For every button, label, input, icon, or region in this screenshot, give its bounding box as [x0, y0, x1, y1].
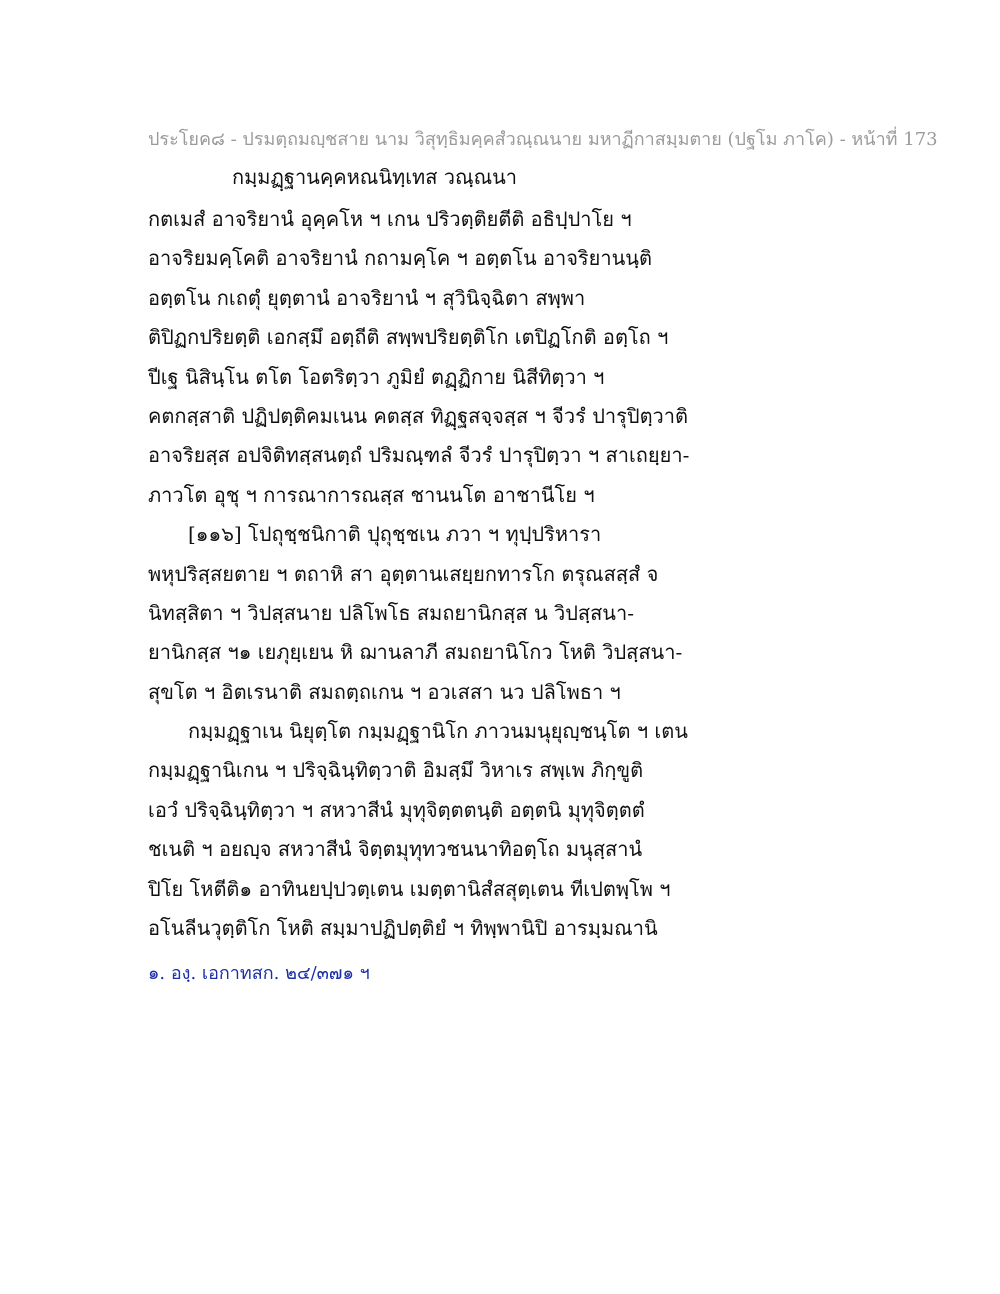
- footnote: ๑. องฺ. เอกาทสก. ๒๔/๓๗๑ ฯ: [148, 963, 370, 984]
- text-line: ยานิกสฺส ฯ๑ เยภุยฺเยน หิ ฌานลาภี สมถยานิโกว โหติ วิปสฺสนา-: [148, 640, 683, 665]
- paragraph-start-line: กมฺมฏฺฐาเน นิยุตฺโต กมฺมฏฺฐานิโก ภาวนมนุยุญฺชนฺโต ฯ เตน: [188, 719, 688, 744]
- text-line: เอวํ ปริจฺฉินฺทิตฺวา ฯ สหวาสีนํ มุทุจิตฺตตนฺติ อตฺตนิ มุทุจิตฺตตํ: [148, 797, 645, 822]
- text-line: คตกสฺสาติ ปฏิปตฺติคมเนน คตสฺส ทิฏฺฐสจฺจสฺส ฯ จีวรํ ปารุปิตฺวาติ: [148, 403, 688, 428]
- page-header: ประโยค๘ - ปรมตฺถมญฺชสาย นาม วิสุทฺธิมคฺคสํวณฺณนาย มหาฏีกาสมฺมตาย (ปฐโม ภาโค) - หน้าที่ 173: [148, 129, 938, 150]
- text-line: นิทสฺสิตา ฯ วิปสฺสนาย ปลิโพโธ สมถยานิกสฺส น วิปสฺสนา-: [148, 600, 634, 625]
- text-line: พหุปริสฺสยตาย ฯ ตถาหิ สา อุตฺตานเสยฺยกทารโก ตรุณสสฺสํ จ: [148, 561, 659, 586]
- text-line: อตฺตโน กเถตุํ ยุตฺตานํ อาจริยานํ ฯ สุวินิจฺฉิตา สพฺพา: [148, 285, 586, 310]
- text-line: ภาวโต อุชุ ฯ การณาการณสฺส ชานนโต อาชานีโย ฯ: [148, 482, 595, 507]
- text-line: อโนลีนวุตฺติโก โหติ สมฺมาปฏิปตฺติยํ ฯ ทิพฺพานิปิ อารมฺมณานิ: [148, 916, 658, 941]
- text-line: กตเมสํ อาจริยานํ อุคฺคโห ฯ เกน ปริวตฺติยตีติ อธิปฺปาโย ฯ: [148, 207, 632, 231]
- text-line: ปีเฐ นิสินฺโน ตโต โอตริตฺวา ภูมิยํ ตฏฺฏิกาย นิสีทิตฺวา ฯ: [148, 364, 605, 389]
- text-line: อาจริยมคฺโคติ อาจริยานํ กถามคฺโค ฯ อตฺตโน อาจริยานนฺติ: [148, 246, 652, 271]
- text-line: ชเนติ ฯ อยญฺจ สหวาสีนํ จิตฺตมุทุทวชนนาทิอตฺโถ มนุสฺสานํ: [148, 837, 643, 862]
- paragraph-start-line: [๑๑๖] โปถุชฺชนิกาติ ปุถุชฺชเน ภวา ฯ ทุปฺปริหารา: [188, 522, 602, 547]
- text-line: สุขโต ฯ อิตเรนาติ สมถตฺถเกน ฯ อวเสสา นว ปลิโพธา ฯ: [148, 679, 621, 704]
- text-line: อาจริยสฺส อปจิติทสฺสนตฺถํ ปริมณฺฑลํ จีวรํ ปารุปิตฺวา ฯ สาเถยฺยา-: [148, 443, 690, 468]
- text-line: ปิโย โหตีติ๑ อาทินยปฺปวตฺเตน เมตฺตานิสํสสุตฺเตน ทีเปตพฺโพ ฯ: [148, 876, 671, 901]
- text-line: กมฺมฏฺฐานิเกน ฯ ปริจฺฉินฺทิตฺวาติ อิมสฺมึ วิหาเร สพฺเพ ภิกฺขูติ: [148, 758, 644, 783]
- body-text: [148, 200, 708, 948]
- text-line: ติปิฏกปริยตฺติ เอกสฺมึ อตฺถีติ สพฺพปริยตฺติโก เตปิฏโกติ อตฺโถ ฯ: [148, 325, 669, 350]
- section-title: กมฺมฏฺฐานคฺคหณนิทฺเทส วณฺณนา: [232, 165, 518, 189]
